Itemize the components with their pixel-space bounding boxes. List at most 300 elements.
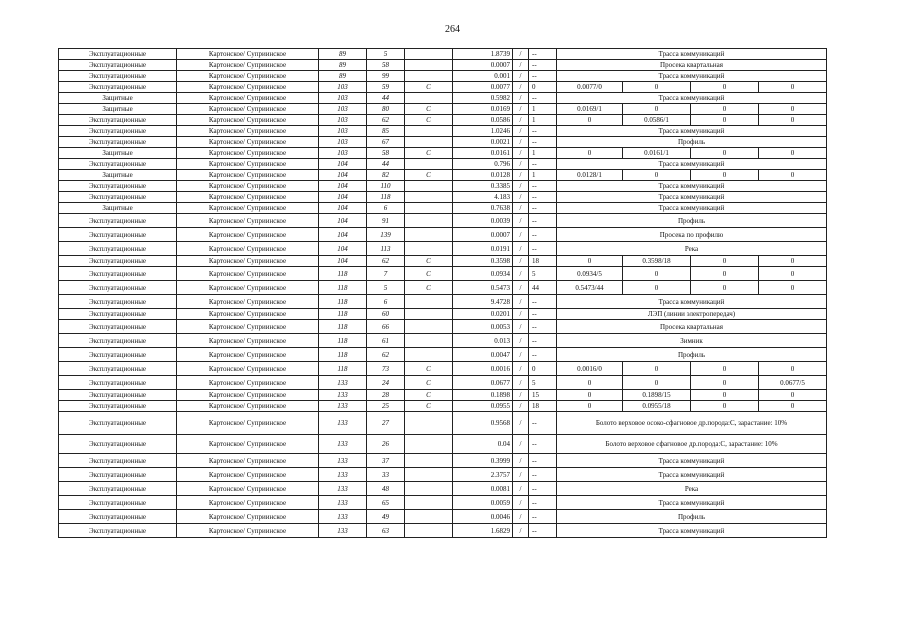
count-cell: -- xyxy=(529,192,557,203)
count-cell: -- xyxy=(529,412,557,435)
value-cell-1: 0.0077/0 xyxy=(557,82,623,93)
table-row xyxy=(59,510,827,524)
forestry-cell: Картонское/ Суприинское xyxy=(177,71,319,82)
quarter-cell: 89 xyxy=(319,49,367,60)
section-cell: 58 xyxy=(367,148,405,159)
area-cell: 0.0955 xyxy=(453,401,513,412)
forestry-cell: Картонское/ Суприинское xyxy=(177,267,319,281)
land-register-table xyxy=(58,48,827,538)
quarter-cell: 103 xyxy=(319,82,367,93)
description-cell: Зимник xyxy=(557,334,827,348)
category-cell xyxy=(405,203,453,214)
count-cell: -- xyxy=(529,496,557,510)
category-cell: С xyxy=(405,148,453,159)
table-row xyxy=(59,104,827,115)
category-cell: С xyxy=(405,390,453,401)
section-cell: 65 xyxy=(367,496,405,510)
category-cell: С xyxy=(405,256,453,267)
separator-cell: / xyxy=(513,320,529,334)
description-cell: Трасса коммуникаций xyxy=(557,192,827,203)
forestry-cell: Картонское/ Суприинское xyxy=(177,49,319,60)
value-cell-2: 0.0161/1 xyxy=(623,148,691,159)
category-cell: С xyxy=(405,115,453,126)
forestry-cell: Картонское/ Суприинское xyxy=(177,60,319,71)
quarter-cell: 104 xyxy=(319,214,367,228)
protection-category-cell: Эксплуатационные xyxy=(59,159,177,170)
category-cell xyxy=(405,510,453,524)
forestry-cell: Картонское/ Суприинское xyxy=(177,412,319,435)
separator-cell: / xyxy=(513,60,529,71)
section-cell: 28 xyxy=(367,390,405,401)
area-cell: 0.0007 xyxy=(453,60,513,71)
area-cell: 0.0191 xyxy=(453,242,513,256)
category-cell: С xyxy=(405,104,453,115)
quarter-cell: 118 xyxy=(319,309,367,320)
value-cell-1: 0 xyxy=(557,390,623,401)
protection-category-cell: Эксплуатационные xyxy=(59,256,177,267)
count-cell: 1 xyxy=(529,148,557,159)
category-cell xyxy=(405,228,453,242)
quarter-cell: 104 xyxy=(319,192,367,203)
section-cell: 62 xyxy=(367,256,405,267)
protection-category-cell: Эксплуатационные xyxy=(59,390,177,401)
forestry-cell: Картонское/ Суприинское xyxy=(177,93,319,104)
forestry-cell: Картонское/ Суприинское xyxy=(177,401,319,412)
protection-category-cell: Эксплуатационные xyxy=(59,376,177,390)
section-cell: 37 xyxy=(367,454,405,468)
area-cell: 0.0128 xyxy=(453,170,513,181)
value-cell-2: 0 xyxy=(623,281,691,295)
table-row xyxy=(59,71,827,82)
area-cell: 0.0077 xyxy=(453,82,513,93)
protection-category-cell: Эксплуатационные xyxy=(59,126,177,137)
category-cell xyxy=(405,126,453,137)
quarter-cell: 118 xyxy=(319,362,367,376)
separator-cell: / xyxy=(513,93,529,104)
table-row xyxy=(59,256,827,267)
section-cell: 49 xyxy=(367,510,405,524)
separator-cell: / xyxy=(513,401,529,412)
section-cell: 48 xyxy=(367,482,405,496)
quarter-cell: 133 xyxy=(319,524,367,538)
value-cell-2: 0 xyxy=(623,104,691,115)
table-row xyxy=(59,334,827,348)
count-cell: -- xyxy=(529,348,557,362)
forestry-cell: Картонское/ Суприинское xyxy=(177,170,319,181)
forestry-cell: Картонское/ Суприинское xyxy=(177,320,319,334)
description-cell: Трасса коммуникаций xyxy=(557,49,827,60)
section-cell: 113 xyxy=(367,242,405,256)
category-cell xyxy=(405,454,453,468)
separator-cell: / xyxy=(513,192,529,203)
protection-category-cell: Эксплуатационные xyxy=(59,71,177,82)
value-cell-1: 0.0128/1 xyxy=(557,170,623,181)
count-cell: -- xyxy=(529,435,557,454)
value-cell-4: 0 xyxy=(759,267,827,281)
value-cell-2: 0 xyxy=(623,376,691,390)
value-cell-2: 0 xyxy=(623,82,691,93)
section-cell: 139 xyxy=(367,228,405,242)
protection-category-cell: Эксплуатационные xyxy=(59,115,177,126)
count-cell: 0 xyxy=(529,362,557,376)
category-cell xyxy=(405,295,453,309)
description-cell: Река xyxy=(557,242,827,256)
count-cell: -- xyxy=(529,468,557,482)
forestry-cell: Картонское/ Суприинское xyxy=(177,468,319,482)
value-cell-1: 0.5473/44 xyxy=(557,281,623,295)
quarter-cell: 103 xyxy=(319,148,367,159)
table-row xyxy=(59,401,827,412)
table-row xyxy=(59,376,827,390)
area-cell: 4.183 xyxy=(453,192,513,203)
description-cell: Река xyxy=(557,482,827,496)
section-cell: 118 xyxy=(367,192,405,203)
area-cell: 0.0081 xyxy=(453,482,513,496)
count-cell: -- xyxy=(529,203,557,214)
count-cell: 18 xyxy=(529,401,557,412)
value-cell-4: 0 xyxy=(759,281,827,295)
category-cell xyxy=(405,334,453,348)
section-cell: 66 xyxy=(367,320,405,334)
protection-category-cell: Защитные xyxy=(59,203,177,214)
forestry-cell: Картонское/ Суприинское xyxy=(177,228,319,242)
quarter-cell: 118 xyxy=(319,267,367,281)
count-cell: -- xyxy=(529,320,557,334)
section-cell: 58 xyxy=(367,60,405,71)
table-body xyxy=(59,49,827,538)
value-cell-1: 0 xyxy=(557,148,623,159)
category-cell xyxy=(405,49,453,60)
section-cell: 59 xyxy=(367,82,405,93)
forestry-cell: Картонское/ Суприинское xyxy=(177,334,319,348)
description-cell: Профиль xyxy=(557,214,827,228)
count-cell: -- xyxy=(529,181,557,192)
category-cell xyxy=(405,159,453,170)
separator-cell: / xyxy=(513,309,529,320)
table-row xyxy=(59,214,827,228)
count-cell: 1 xyxy=(529,115,557,126)
table-row xyxy=(59,115,827,126)
forestry-cell: Картонское/ Суприинское xyxy=(177,362,319,376)
count-cell: -- xyxy=(529,228,557,242)
table-row xyxy=(59,126,827,137)
area-cell: 0.0016 xyxy=(453,362,513,376)
section-cell: 85 xyxy=(367,126,405,137)
description-cell: Трасса коммуникаций xyxy=(557,126,827,137)
section-cell: 26 xyxy=(367,435,405,454)
section-cell: 60 xyxy=(367,309,405,320)
description-cell: Трасса коммуникаций xyxy=(557,93,827,104)
forestry-cell: Картонское/ Суприинское xyxy=(177,376,319,390)
category-cell xyxy=(405,309,453,320)
protection-category-cell: Эксплуатационные xyxy=(59,309,177,320)
count-cell: -- xyxy=(529,71,557,82)
forestry-cell: Картонское/ Суприинское xyxy=(177,192,319,203)
section-cell: 5 xyxy=(367,281,405,295)
category-cell: С xyxy=(405,362,453,376)
forestry-cell: Картонское/ Суприинское xyxy=(177,482,319,496)
description-cell: Трасса коммуникаций xyxy=(557,496,827,510)
area-cell: 1.0246 xyxy=(453,126,513,137)
value-cell-3: 0 xyxy=(691,104,759,115)
area-cell: 1.8739 xyxy=(453,49,513,60)
value-cell-3: 0 xyxy=(691,148,759,159)
value-cell-1: 0 xyxy=(557,401,623,412)
description-cell: Болото верховое сфагновое др.порода:С, зарастание: 10% xyxy=(557,435,827,454)
section-cell: 6 xyxy=(367,203,405,214)
value-cell-3: 0 xyxy=(691,390,759,401)
quarter-cell: 103 xyxy=(319,126,367,137)
protection-category-cell: Эксплуатационные xyxy=(59,281,177,295)
count-cell: -- xyxy=(529,242,557,256)
quarter-cell: 89 xyxy=(319,71,367,82)
area-cell: 2.3757 xyxy=(453,468,513,482)
quarter-cell: 133 xyxy=(319,496,367,510)
table-row xyxy=(59,181,827,192)
category-cell xyxy=(405,60,453,71)
category-cell xyxy=(405,468,453,482)
forestry-cell: Картонское/ Суприинское xyxy=(177,295,319,309)
separator-cell: / xyxy=(513,267,529,281)
category-cell: С xyxy=(405,281,453,295)
forestry-cell: Картонское/ Суприинское xyxy=(177,281,319,295)
separator-cell: / xyxy=(513,348,529,362)
section-cell: 110 xyxy=(367,181,405,192)
separator-cell: / xyxy=(513,82,529,93)
table-row xyxy=(59,482,827,496)
value-cell-1: 0 xyxy=(557,115,623,126)
value-cell-4: 0 xyxy=(759,256,827,267)
forestry-cell: Картонское/ Суприинское xyxy=(177,242,319,256)
protection-category-cell: Эксплуатационные xyxy=(59,137,177,148)
value-cell-1: 0 xyxy=(557,256,623,267)
count-cell: -- xyxy=(529,295,557,309)
count-cell: -- xyxy=(529,159,557,170)
area-cell: 0.3385 xyxy=(453,181,513,192)
section-cell: 63 xyxy=(367,524,405,538)
protection-category-cell: Эксплуатационные xyxy=(59,228,177,242)
description-cell: Болото верховое осоко-сфагновое др.порода:С, зарастание: 10% xyxy=(557,412,827,435)
separator-cell: / xyxy=(513,148,529,159)
forestry-cell: Картонское/ Суприинское xyxy=(177,203,319,214)
table-row xyxy=(59,60,827,71)
value-cell-3: 0 xyxy=(691,281,759,295)
quarter-cell: 133 xyxy=(319,468,367,482)
separator-cell: / xyxy=(513,412,529,435)
value-cell-4: 0 xyxy=(759,115,827,126)
section-cell: 67 xyxy=(367,137,405,148)
value-cell-2: 0 xyxy=(623,267,691,281)
table-row xyxy=(59,203,827,214)
forestry-cell: Картонское/ Суприинское xyxy=(177,309,319,320)
protection-category-cell: Эксплуатационные xyxy=(59,49,177,60)
protection-category-cell: Эксплуатационные xyxy=(59,362,177,376)
area-cell: 0.04 xyxy=(453,435,513,454)
value-cell-3: 0 xyxy=(691,115,759,126)
count-cell: -- xyxy=(529,524,557,538)
quarter-cell: 133 xyxy=(319,454,367,468)
table-row xyxy=(59,148,827,159)
forestry-cell: Картонское/ Суприинское xyxy=(177,524,319,538)
quarter-cell: 118 xyxy=(319,348,367,362)
area-cell: 0.0161 xyxy=(453,148,513,159)
quarter-cell: 104 xyxy=(319,159,367,170)
value-cell-2: 0.0586/1 xyxy=(623,115,691,126)
forestry-cell: Картонское/ Суприинское xyxy=(177,159,319,170)
separator-cell: / xyxy=(513,376,529,390)
value-cell-2: 0 xyxy=(623,170,691,181)
quarter-cell: 133 xyxy=(319,435,367,454)
section-cell: 62 xyxy=(367,115,405,126)
value-cell-1: 0.0934/5 xyxy=(557,267,623,281)
quarter-cell: 104 xyxy=(319,228,367,242)
description-cell: Трасса коммуникаций xyxy=(557,468,827,482)
category-cell xyxy=(405,181,453,192)
protection-category-cell: Эксплуатационные xyxy=(59,295,177,309)
separator-cell: / xyxy=(513,115,529,126)
count-cell: 18 xyxy=(529,256,557,267)
forestry-cell: Картонское/ Суприинское xyxy=(177,510,319,524)
description-cell: Трасса коммуникаций xyxy=(557,71,827,82)
forestry-cell: Картонское/ Суприинское xyxy=(177,214,319,228)
value-cell-4: 0.0677/5 xyxy=(759,376,827,390)
value-cell-4: 0 xyxy=(759,148,827,159)
category-cell xyxy=(405,482,453,496)
quarter-cell: 103 xyxy=(319,93,367,104)
separator-cell: / xyxy=(513,242,529,256)
section-cell: 62 xyxy=(367,348,405,362)
description-cell: ЛЭП (линии электропередач) xyxy=(557,309,827,320)
section-cell: 44 xyxy=(367,93,405,104)
table-row xyxy=(59,93,827,104)
separator-cell: / xyxy=(513,228,529,242)
separator-cell: / xyxy=(513,295,529,309)
table-row xyxy=(59,192,827,203)
description-cell: Просека по профилю xyxy=(557,228,827,242)
area-cell: 0.3598 xyxy=(453,256,513,267)
forestry-cell: Картонское/ Суприинское xyxy=(177,390,319,401)
separator-cell: / xyxy=(513,281,529,295)
description-cell: Трасса коммуникаций xyxy=(557,454,827,468)
quarter-cell: 103 xyxy=(319,137,367,148)
count-cell: -- xyxy=(529,49,557,60)
forestry-cell: Картонское/ Суприинское xyxy=(177,348,319,362)
separator-cell: / xyxy=(513,214,529,228)
quarter-cell: 118 xyxy=(319,281,367,295)
description-cell: Трасса коммуникаций xyxy=(557,295,827,309)
count-cell: -- xyxy=(529,126,557,137)
protection-category-cell: Эксплуатационные xyxy=(59,181,177,192)
count-cell: -- xyxy=(529,93,557,104)
protection-category-cell: Защитные xyxy=(59,148,177,159)
protection-category-cell: Эксплуатационные xyxy=(59,348,177,362)
area-cell: 0.0053 xyxy=(453,320,513,334)
protection-category-cell: Эксплуатационные xyxy=(59,496,177,510)
description-cell: Профиль xyxy=(557,137,827,148)
category-cell xyxy=(405,348,453,362)
value-cell-4: 0 xyxy=(759,362,827,376)
separator-cell: / xyxy=(513,524,529,538)
category-cell: С xyxy=(405,376,453,390)
table-row xyxy=(59,267,827,281)
section-cell: 82 xyxy=(367,170,405,181)
separator-cell: / xyxy=(513,334,529,348)
area-cell: 0.0007 xyxy=(453,228,513,242)
section-cell: 6 xyxy=(367,295,405,309)
table-row xyxy=(59,295,827,309)
description-cell: Трасса коммуникаций xyxy=(557,524,827,538)
value-cell-4: 0 xyxy=(759,401,827,412)
description-cell: Профиль xyxy=(557,348,827,362)
description-cell: Профиль xyxy=(557,510,827,524)
quarter-cell: 118 xyxy=(319,295,367,309)
section-cell: 33 xyxy=(367,468,405,482)
table-row xyxy=(59,348,827,362)
description-cell: Трасса коммуникаций xyxy=(557,159,827,170)
value-cell-3: 0 xyxy=(691,256,759,267)
value-cell-1: 0 xyxy=(557,376,623,390)
section-cell: 99 xyxy=(367,71,405,82)
area-cell: 0.0677 xyxy=(453,376,513,390)
table-row xyxy=(59,228,827,242)
protection-category-cell: Эксплуатационные xyxy=(59,468,177,482)
quarter-cell: 104 xyxy=(319,256,367,267)
count-cell: 5 xyxy=(529,376,557,390)
area-cell: 1.6829 xyxy=(453,524,513,538)
separator-cell: / xyxy=(513,170,529,181)
count-cell: 0 xyxy=(529,82,557,93)
value-cell-3: 0 xyxy=(691,362,759,376)
protection-category-cell: Эксплуатационные xyxy=(59,214,177,228)
quarter-cell: 133 xyxy=(319,376,367,390)
page-number: 264 xyxy=(445,24,460,35)
quarter-cell: 103 xyxy=(319,104,367,115)
category-cell xyxy=(405,242,453,256)
separator-cell: / xyxy=(513,203,529,214)
forestry-cell: Картонское/ Суприинское xyxy=(177,181,319,192)
quarter-cell: 104 xyxy=(319,242,367,256)
category-cell xyxy=(405,214,453,228)
count-cell: -- xyxy=(529,510,557,524)
category-cell: С xyxy=(405,82,453,93)
count-cell: -- xyxy=(529,482,557,496)
category-cell xyxy=(405,71,453,82)
quarter-cell: 133 xyxy=(319,401,367,412)
forestry-cell: Картонское/ Суприинское xyxy=(177,496,319,510)
table-row xyxy=(59,170,827,181)
table-row xyxy=(59,82,827,93)
category-cell xyxy=(405,320,453,334)
table-row xyxy=(59,362,827,376)
forestry-cell: Картонское/ Суприинское xyxy=(177,137,319,148)
separator-cell: / xyxy=(513,468,529,482)
forestry-cell: Картонское/ Суприинское xyxy=(177,454,319,468)
count-cell: -- xyxy=(529,137,557,148)
protection-category-cell: Эксплуатационные xyxy=(59,267,177,281)
section-cell: 61 xyxy=(367,334,405,348)
value-cell-2: 0.0955/18 xyxy=(623,401,691,412)
quarter-cell: 133 xyxy=(319,482,367,496)
protection-category-cell: Защитные xyxy=(59,104,177,115)
count-cell: 1 xyxy=(529,170,557,181)
category-cell xyxy=(405,93,453,104)
table-row xyxy=(59,320,827,334)
value-cell-4: 0 xyxy=(759,82,827,93)
value-cell-3: 0 xyxy=(691,82,759,93)
count-cell: 5 xyxy=(529,267,557,281)
protection-category-cell: Эксплуатационные xyxy=(59,82,177,93)
category-cell xyxy=(405,435,453,454)
